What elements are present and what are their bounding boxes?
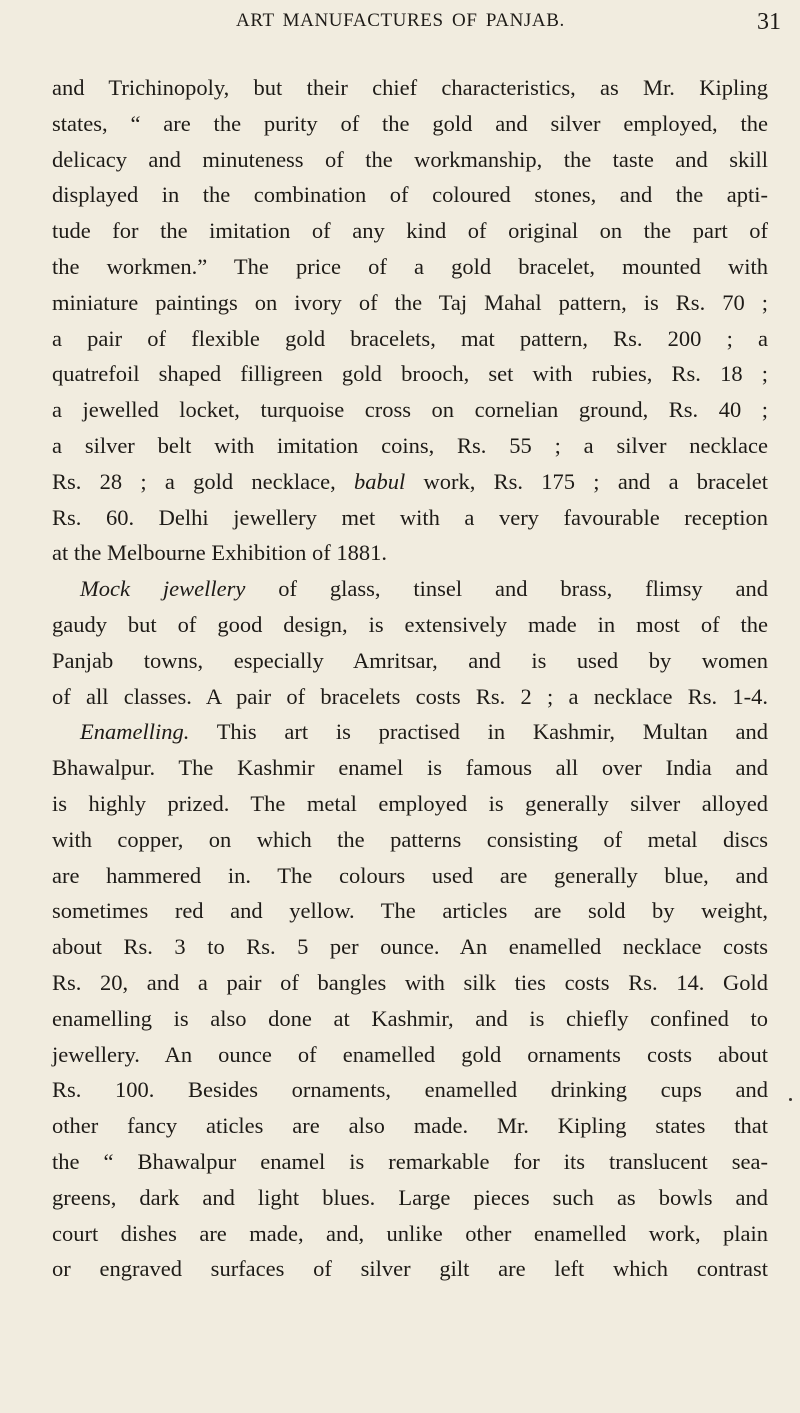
text-line	[52, 500, 768, 536]
text-run: delicacy and minuteness of the workmanship, the taste and skill	[52, 146, 768, 172]
italic-term: Enamelling.	[80, 719, 190, 745]
text-line	[52, 321, 768, 357]
text-run: other fancy aticles are also made. Mr. Kipling states that	[52, 1113, 768, 1139]
text-line	[52, 714, 768, 750]
text-run: at the Melbourne Exhibition of 1881.	[52, 540, 387, 566]
ink-speck	[789, 1098, 792, 1101]
text-run: a silver belt with imitation coins, Rs. 55 ; a silver necklace	[52, 432, 768, 458]
text-run: This art is practised in Kashmir, Multan and	[189, 719, 768, 745]
text-run: a pair of flexible gold bracelets, mat pattern, Rs. 200 ; a	[52, 325, 768, 351]
text-run: quatrefoil shaped filligreen gold brooch, set with rubies, Rs. 18 ;	[52, 361, 768, 387]
text-line	[52, 858, 768, 894]
text-run: Rs. 100. Besides ornaments, enamelled drinking cups and	[52, 1077, 768, 1103]
text-run: with copper, on which the patterns consisting of metal discs	[52, 826, 768, 852]
body-text	[52, 70, 768, 1287]
text-run: Panjab towns, especially Amritsar, and is used by women	[52, 647, 768, 673]
text-line	[52, 893, 768, 929]
text-line	[52, 535, 768, 571]
text-line	[52, 822, 768, 858]
text-line	[52, 929, 768, 965]
text-line	[52, 428, 768, 464]
text-line	[52, 1037, 768, 1073]
text-run: sometimes red and yellow. The articles are sold by weight,	[52, 898, 768, 924]
text-run: are hammered in. The colours used are generally blue, and	[52, 862, 768, 888]
text-line	[52, 786, 768, 822]
text-run: or engraved surfaces of silver gilt are left which contrast	[52, 1256, 768, 1282]
text-run: Rs. 20, and a pair of bangles with silk ties costs Rs. 14. Gold	[52, 969, 768, 995]
text-line	[52, 571, 768, 607]
text-line	[52, 392, 768, 428]
text-run: tude for the imitation of any kind of original on the part of	[52, 218, 768, 244]
text-run: states, “ are the purity of the gold and silver employed, the	[52, 110, 768, 136]
text-run: a jewelled locket, turquoise cross on cornelian ground, Rs. 40 ;	[52, 397, 768, 423]
text-line	[52, 142, 768, 178]
text-run: greens, dark and light blues. Large pieces such as bowls and	[52, 1184, 768, 1210]
text-line	[52, 643, 768, 679]
italic-term: Mock jewellery	[80, 576, 246, 602]
text-run: of glass, tinsel and brass, flimsy and	[245, 576, 768, 602]
running-title: ART MANUFACTURES OF PANJAB.	[236, 10, 565, 31]
text-run: displayed in the combination of coloured stones, and the apti-	[52, 182, 768, 208]
text-run: Rs. 28 ; a gold necklace,	[52, 468, 354, 494]
text-run: and Trichinopoly, but their chief characteristics, as Mr. Kipling	[52, 75, 768, 100]
text-line	[52, 213, 768, 249]
text-line	[52, 464, 768, 500]
text-run: the workmen.” The price of a gold bracelet, mounted with	[52, 253, 768, 279]
text-run: miniature paintings on ivory of the Taj Mahal pattern, is Rs. 70 ;	[52, 289, 768, 315]
text-line	[52, 177, 768, 213]
text-line	[52, 750, 768, 786]
text-run: of all classes. A pair of bracelets costs Rs. 2 ; a necklace Rs. 1-4.	[52, 683, 768, 709]
text-line	[52, 1001, 768, 1037]
text-line	[52, 965, 768, 1001]
text-run: Bhawalpur. The Kashmir enamel is famous all over India and	[52, 755, 768, 781]
text-line	[52, 1108, 768, 1144]
text-run: gaudy but of good design, is extensively made in most of the	[52, 611, 768, 637]
text-line	[52, 1144, 768, 1180]
running-head	[0, 10, 800, 40]
text-line	[52, 356, 768, 392]
text-run: is highly prized. The metal employed is generally silver alloyed	[52, 790, 768, 816]
text-run: enamelling is also done at Kashmir, and is chiefly confined to	[52, 1005, 768, 1031]
text-line	[52, 607, 768, 643]
text-run: about Rs. 3 to Rs. 5 per ounce. An enamelled necklace costs	[52, 934, 768, 960]
text-run: court dishes are made, and, unlike other enamelled work, plain	[52, 1220, 768, 1246]
text-run: Rs. 60. Delhi jewellery met with a very favourable reception	[52, 504, 768, 530]
text-line	[52, 1216, 768, 1252]
text-line	[52, 249, 768, 285]
text-line	[52, 1251, 768, 1287]
text-run: the “ Bhawalpur enamel is remarkable for its translucent sea-	[52, 1148, 768, 1174]
page-number: 31	[757, 9, 781, 35]
text-line	[52, 70, 768, 106]
text-run: jewellery. An ounce of enamelled gold ornaments costs about	[52, 1041, 768, 1067]
text-line	[52, 1072, 768, 1108]
text-line	[52, 106, 768, 142]
text-line	[52, 679, 768, 715]
text-run: work, Rs. 175 ; and a bracelet	[405, 468, 769, 494]
italic-term: babul	[354, 468, 406, 494]
text-line	[52, 285, 768, 321]
text-line	[52, 1180, 768, 1216]
